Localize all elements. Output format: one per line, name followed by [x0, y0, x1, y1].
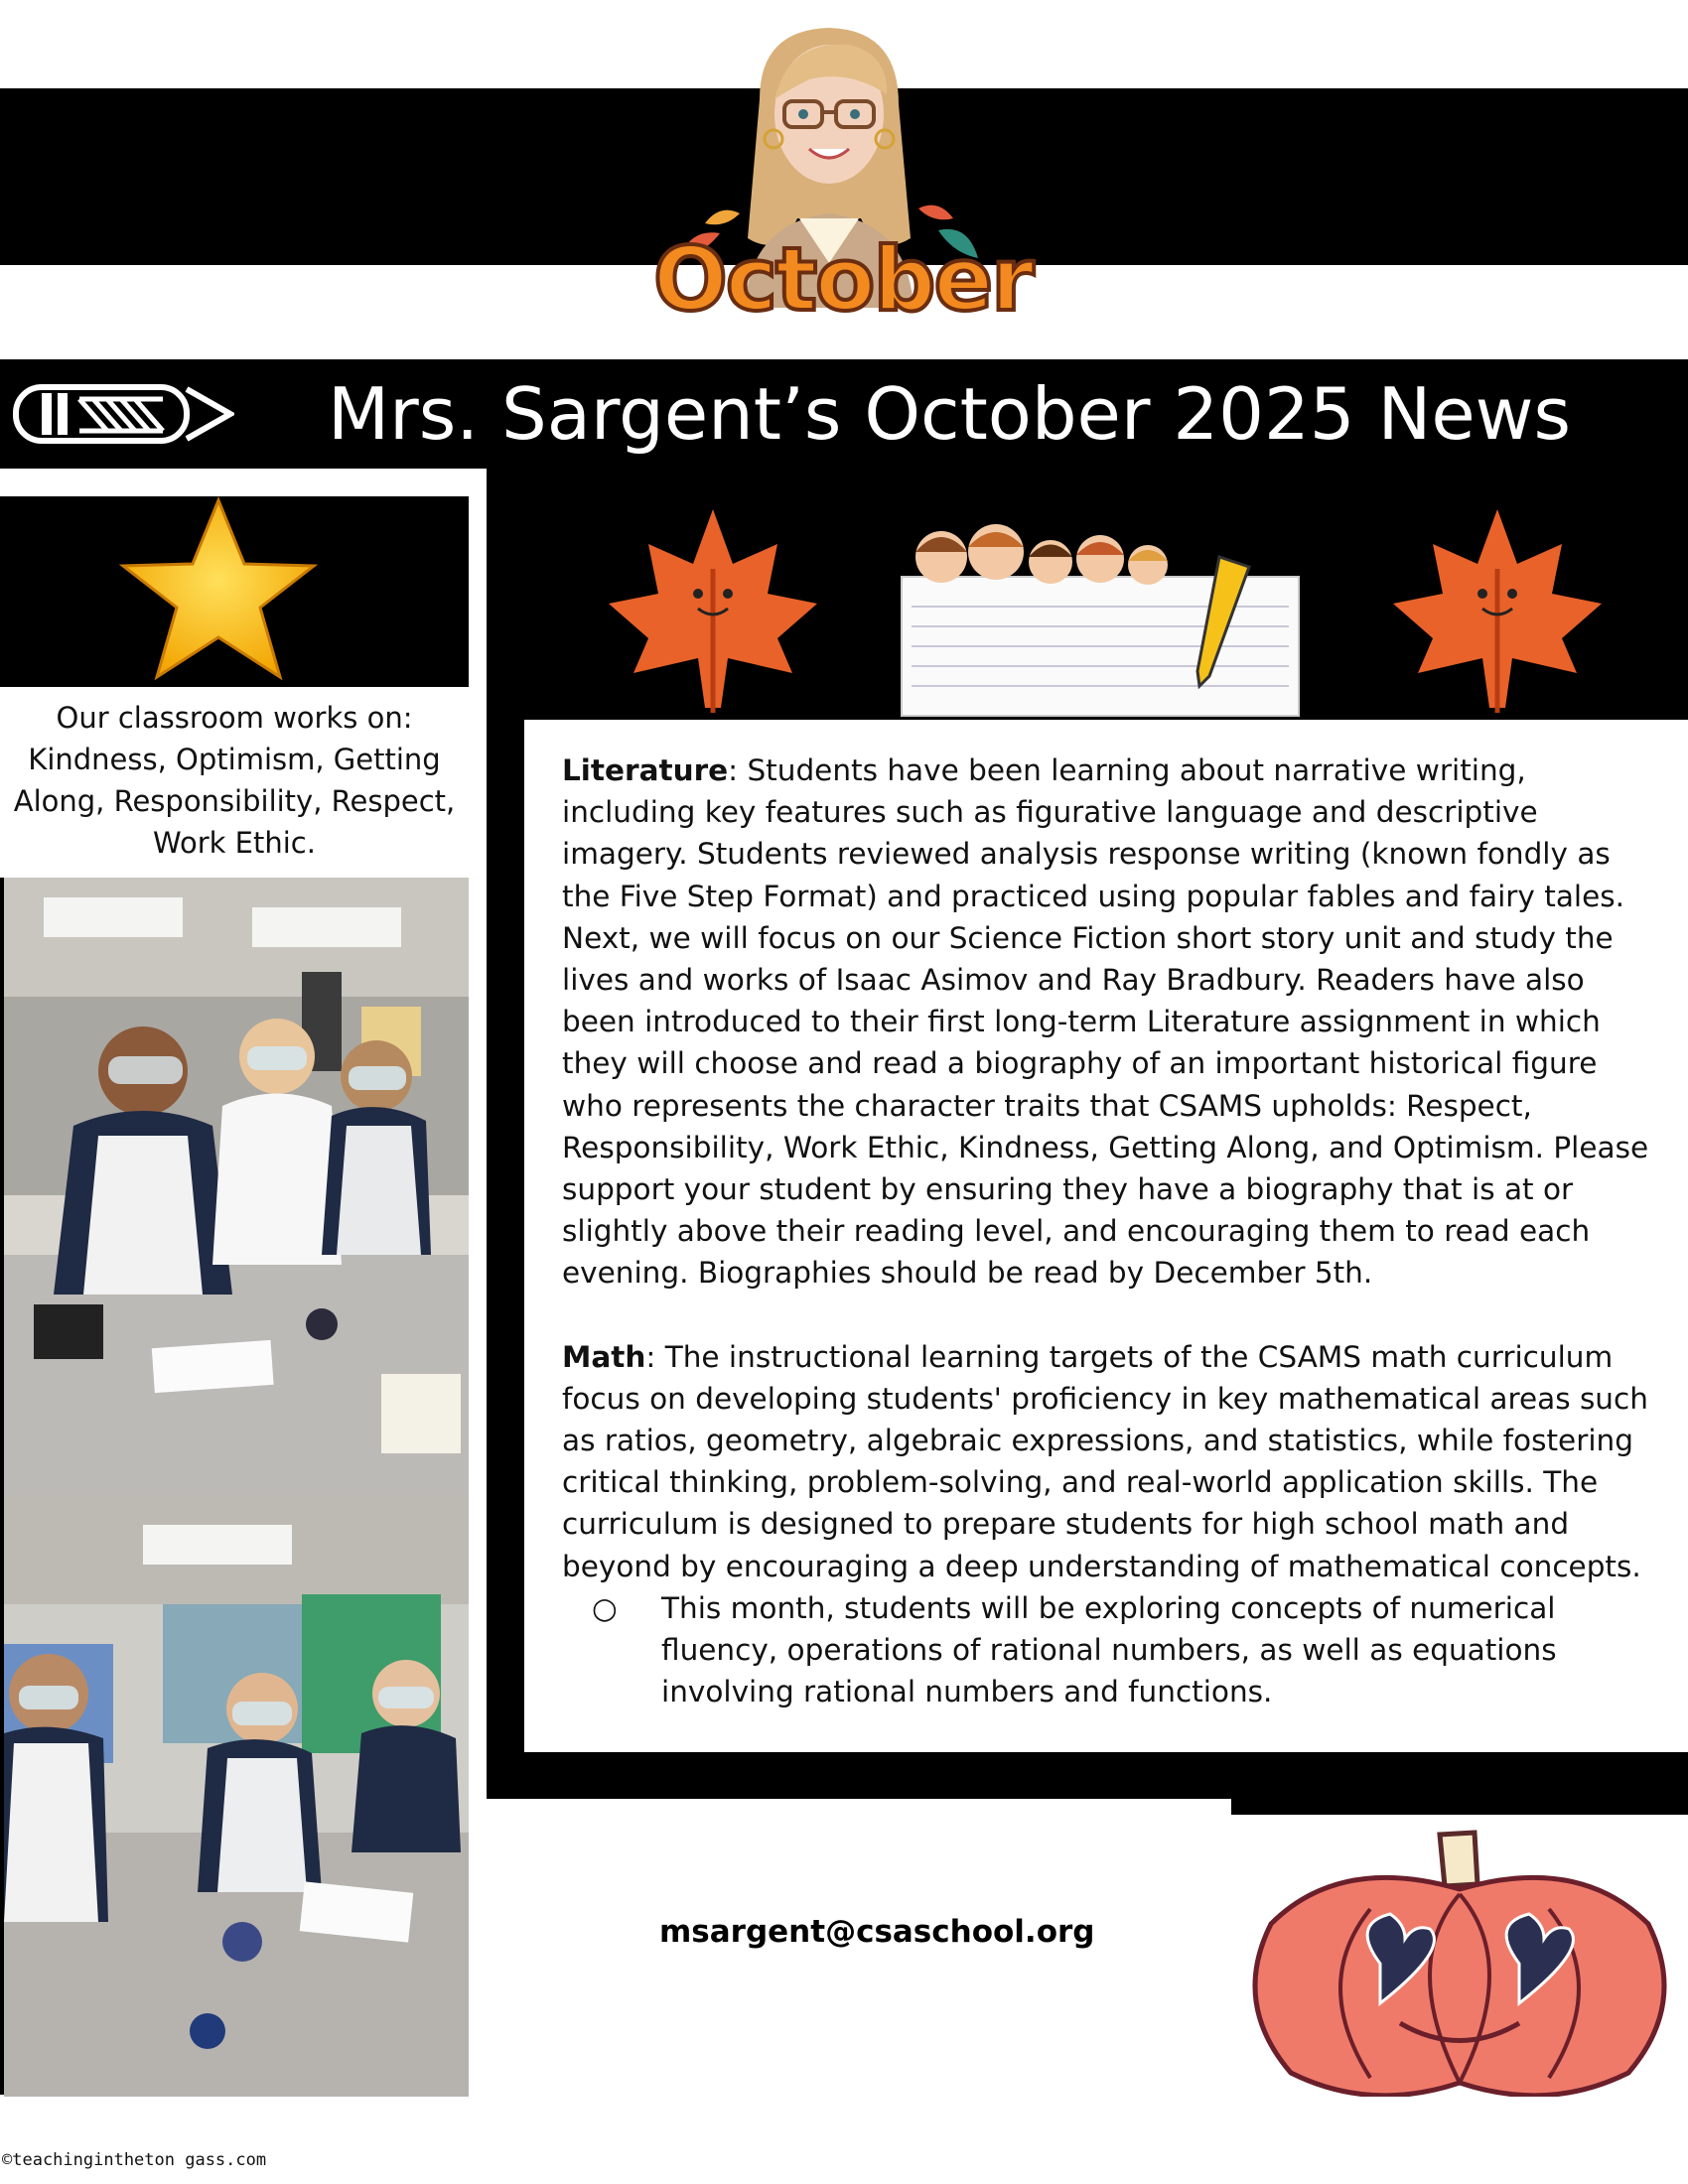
fall-banner [524, 499, 1688, 720]
traits-text: Our classroom works on: Kindness, Optimism, Getting Along, Responsibility, Respect, Work Ethic. [13, 701, 456, 860]
math-paragraph [562, 1336, 1658, 1587]
contact-email[interactable]: msargent@csaschool.org [659, 1914, 1095, 1950]
literature-label: Literature [562, 753, 729, 787]
pencil-icon [12, 379, 234, 449]
classroom-photo-1 [4, 878, 469, 1495]
footer-credit: ©teachingintheton gass.com [2, 2150, 267, 2170]
news-article [524, 720, 1688, 1752]
pumpkin-icon [1231, 1815, 1688, 2097]
literature-text: : Students have been learning about narrative writing, including key features such as figurative language and descriptive imagery. Students reviewed analysis response writing (known fondly as the Five Step Format) and practiced using popular fables and fairy tales. Next, we will focus on our Science Fiction short story unit and study the lives and works of Isaac Asimov and Ray Bradbury. Readers have also been introduced to their first long-term Literature assignment in which they will choose and read a biography of an important historical figure who represents the character traits that CSAMS upholds: Respect, Responsibility, Work Ethic, Kindness, Getting Along, and Optimism. Please support your student by ensuring they have a biography that is at or slightly above their reading level, and encouraging them to read each evening. Biographies should be read by December 5th. [562, 753, 1649, 1291]
page-title: Mrs. Sargent’s October 2025 News [328, 372, 1572, 456]
classroom-photo-2 [4, 1495, 469, 2097]
math-label: Math [562, 1339, 646, 1374]
math-bullet [562, 1587, 1658, 1713]
math-text: : The instructional learning targets of the CSAMS math curriculum focus on developing students' proficiency in key mathematical areas such as ratios, geometry, algebraic expressions, and statistics, while fostering critical thinking, problem-solving, and real-world application skills. The curriculum is designed to prepare students for high school math and beyond by encouraging a deep understanding of mathematical concepts. [562, 1339, 1648, 1583]
math-bullet-text: This month, students will be exploring concepts of numerical fluency, operations of rational numbers, as well as equations involving rational numbers and functions. [661, 1590, 1557, 1709]
star-box [0, 496, 469, 687]
october-badge: October [653, 228, 1033, 331]
pumpkin-box [1231, 1815, 1688, 2097]
literature-paragraph [562, 750, 1658, 1295]
bullet-marker: ○ [592, 1590, 618, 1625]
classroom-traits [0, 687, 469, 878]
star-icon [0, 496, 469, 687]
